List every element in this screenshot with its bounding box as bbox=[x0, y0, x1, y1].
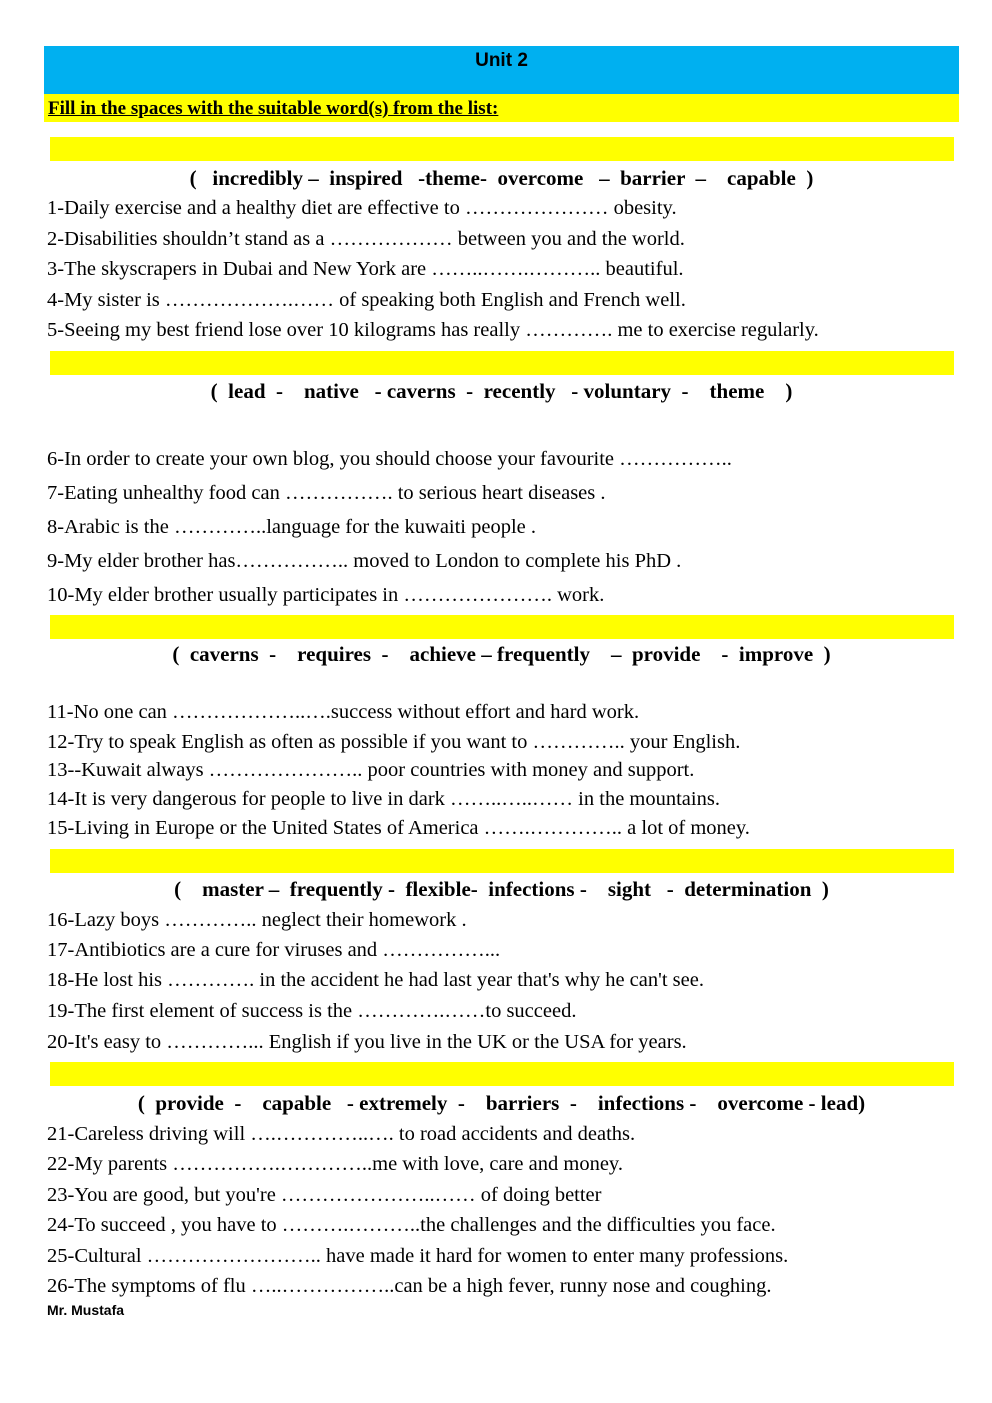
question-10: 10-My elder brother usually participates in …………………. work. bbox=[47, 584, 605, 606]
question-24: 24-To succeed , you have to ……….………..the challenges and the difficulties you face. bbox=[47, 1214, 776, 1236]
question-22: 22-My parents …………….…………..me with love, care and money. bbox=[47, 1153, 623, 1175]
question-23: 23-You are good, but you're …………………..…… of doing better bbox=[47, 1184, 602, 1206]
word-list: ( provide - capable - extremely - barriers - infections - overcome - lead) bbox=[137, 1091, 866, 1115]
question-7: 7-Eating unhealthy food can ……………. to serious heart diseases . bbox=[47, 482, 606, 504]
section-divider-bar bbox=[50, 1062, 954, 1086]
author-footer: Mr. Mustafa bbox=[47, 1302, 125, 1318]
word-list: ( lead - native - caverns - recently - voluntary - theme ) bbox=[210, 379, 793, 403]
question-3: 3-The skyscrapers in Dubai and New York are ……..…….……….. beautiful. bbox=[47, 258, 684, 280]
section-divider-bar bbox=[50, 849, 954, 873]
question-21: 21-Careless driving will ….…………..…. to road accidents and deaths. bbox=[47, 1123, 636, 1145]
question-5: 5-Seeing my best friend lose over 10 kilograms has really …………. me to exercise regularly. bbox=[47, 319, 819, 341]
instruction-text: Fill in the spaces with the suitable word(s) from the list: bbox=[48, 98, 499, 119]
question-26: 26-The symptoms of flu …..……………..can be a high fever, runny nose and coughing. bbox=[47, 1275, 772, 1297]
question-9: 9-My elder brother has…………….. moved to London to complete his PhD . bbox=[47, 550, 682, 572]
question-20: 20-It's easy to …………... English if you live in the UK or the USA for years. bbox=[47, 1031, 687, 1053]
question-17: 17-Antibiotics are a cure for viruses and ……………... bbox=[47, 939, 501, 961]
question-1: 1-Daily exercise and a healthy diet are effective to ………………… obesity. bbox=[47, 197, 677, 219]
question-4: 4-My sister is ……………….…… of speaking both English and French well. bbox=[47, 289, 686, 311]
section-divider-bar bbox=[50, 351, 954, 375]
word-list: ( master – frequently - flexible- infections - sight - determination ) bbox=[174, 877, 829, 901]
section-divider-bar bbox=[50, 615, 954, 639]
question-8: 8-Arabic is the …………..language for the kuwaiti people . bbox=[47, 516, 537, 538]
question-25: 25-Cultural …………………….. have made it hard for women to enter many professions. bbox=[47, 1245, 789, 1267]
word-list: ( incredibly – inspired -theme- overcome – barrier – capable ) bbox=[189, 166, 814, 190]
question-12: 12-Try to speak English as often as possible if you want to ………….. your English. bbox=[47, 731, 741, 753]
word-list: ( caverns - requires - achieve – frequently – provide - improve ) bbox=[172, 642, 831, 666]
instruction-bar bbox=[44, 94, 959, 122]
question-18: 18-He lost his …………. in the accident he had last year that's why he can't see. bbox=[47, 969, 704, 991]
question-11: 11-No one can ………………..….success without effort and hard work. bbox=[47, 701, 640, 723]
question-14: 14-It is very dangerous for people to live in dark ……..…..…… in the mountains. bbox=[47, 788, 720, 810]
question-15: 15-Living in Europe or the United States of America …….………….. a lot of money. bbox=[47, 817, 750, 839]
unit-title: Unit 2 bbox=[475, 50, 528, 71]
question-16: 16-Lazy boys ………….. neglect their homework . bbox=[47, 909, 467, 931]
question-13: 13--Kuwait always ………………….. poor countries with money and support. bbox=[47, 759, 695, 781]
unit-title-bar bbox=[44, 46, 959, 94]
question-2: 2-Disabilities shouldn’t stand as a ……………… between you and the world. bbox=[47, 228, 685, 250]
question-19: 19-The first element of success is the ………….……to succeed. bbox=[47, 1000, 577, 1022]
section-divider-bar bbox=[50, 137, 954, 161]
question-6: 6-In order to create your own blog, you should choose your favourite …………….. bbox=[47, 448, 732, 470]
